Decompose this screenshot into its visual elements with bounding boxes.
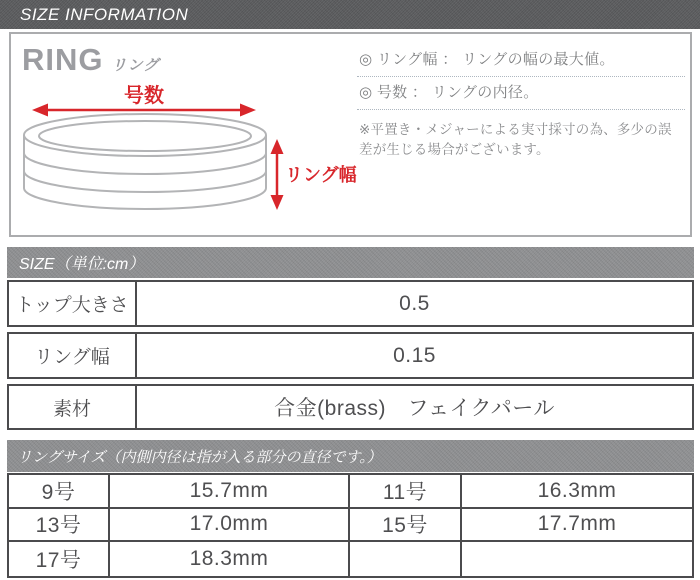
size-table-row-material bbox=[7, 384, 694, 430]
row-label: 素材 bbox=[9, 386, 137, 428]
measurement-note: ※平置き・メジャーによる実寸採寸の為、多少の誤差が生じる場合がございます。 bbox=[359, 122, 672, 157]
row-label: リング幅 bbox=[9, 334, 137, 377]
size-information-banner bbox=[0, 0, 700, 29]
width-label: リング幅 bbox=[285, 165, 357, 185]
value-cell: 15.7mm bbox=[110, 475, 350, 509]
row-label: トップ大きさ bbox=[9, 282, 137, 325]
size-table-row-width bbox=[7, 332, 694, 379]
value-cell: 17.0mm bbox=[110, 509, 350, 543]
legend-text: 号数 ： リングの内径。 bbox=[376, 84, 539, 101]
row-value: 0.5 bbox=[399, 291, 430, 315]
size-cell: 13号 bbox=[9, 509, 110, 543]
bullet-icon: ◎ bbox=[359, 84, 373, 101]
legend-item-width bbox=[357, 44, 685, 77]
size-cell: 11号 bbox=[350, 475, 462, 509]
value-cell bbox=[462, 542, 692, 576]
row-value: 0.15 bbox=[393, 343, 436, 367]
legend-text: リング幅 ： リングの幅の最大値。 bbox=[376, 51, 615, 68]
size-information-title: SIZE INFORMATION bbox=[20, 4, 189, 24]
diameter-label: 号数 bbox=[124, 85, 164, 107]
ring-size-table bbox=[7, 473, 694, 578]
width-arrow bbox=[271, 139, 284, 210]
value-cell: 17.7mm bbox=[462, 509, 692, 543]
ring-title-jp: リング bbox=[111, 57, 160, 74]
value-cell: 18.3mm bbox=[110, 542, 350, 576]
size-cell: 9号 bbox=[9, 475, 110, 509]
row-value: 合金(brass) フェイクパール bbox=[274, 397, 555, 420]
ring-title bbox=[22, 42, 159, 78]
ring-diagram-box bbox=[9, 32, 692, 237]
ring-title-en: RING bbox=[22, 42, 104, 77]
bullet-icon: ◎ bbox=[359, 51, 373, 68]
size-cell bbox=[350, 542, 462, 576]
legend-item-diameter bbox=[357, 77, 685, 110]
size-table-banner bbox=[7, 247, 694, 278]
ring-size-banner-label: リングサイズ（内側内径は指が入る部分の直径です。） bbox=[17, 448, 382, 466]
size-cell: 15号 bbox=[350, 509, 462, 543]
size-table-row-top bbox=[7, 280, 694, 327]
size-table-banner-label: SIZE（単位:cm） bbox=[19, 256, 145, 273]
value-cell: 16.3mm bbox=[462, 475, 692, 509]
ring-legend bbox=[357, 44, 685, 159]
ring-size-banner bbox=[7, 440, 694, 472]
size-cell: 17号 bbox=[9, 542, 110, 576]
